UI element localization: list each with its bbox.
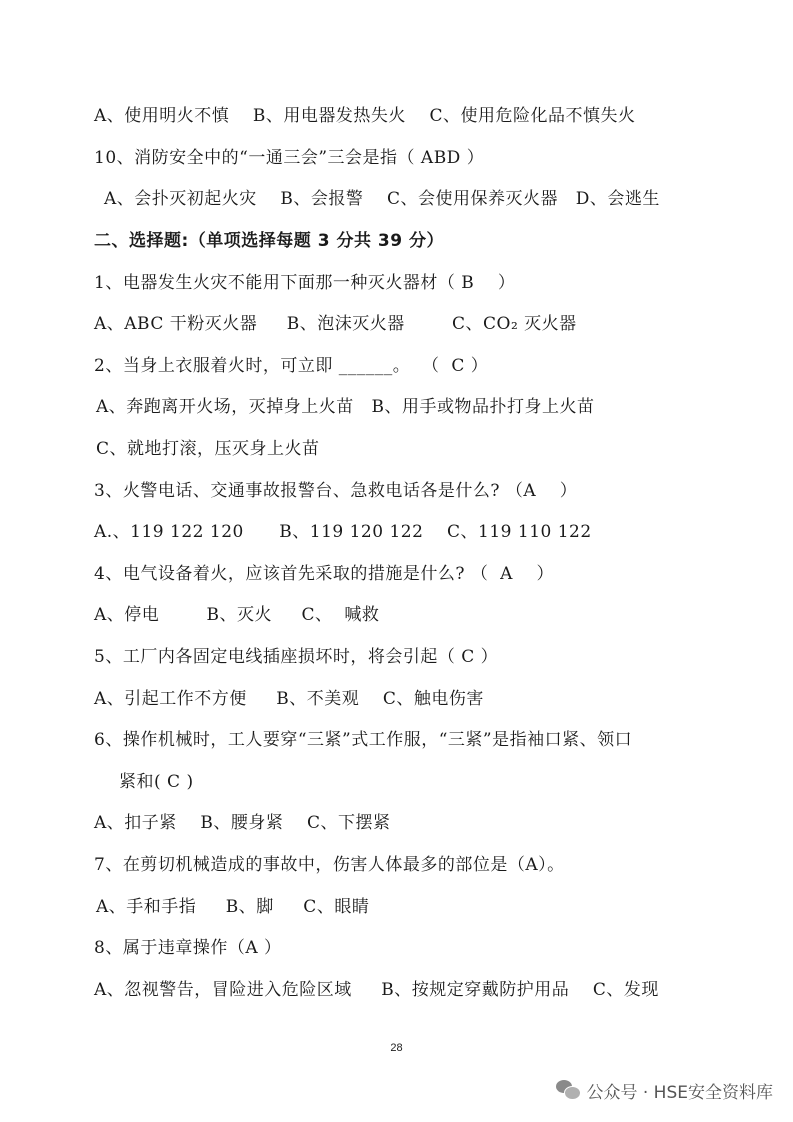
wechat-icon [556, 1080, 580, 1100]
options-line: A、ABC 干粉灭火器 B、泡沫灭火器 C、CO₂ 灭火器 [94, 314, 577, 334]
options-line: C、就地打滚，压灭身上火苗 [96, 439, 320, 459]
section-heading: 二、选择题:（单项选择每题 3 分共 39 分） [94, 231, 444, 251]
options-line: A、会扑灭初起火灾 B、会报警 C、会使用保养灭火器 D、会逃生 [104, 189, 660, 209]
question-line: 6、操作机械时，工人要穿“三紧”式工作服，“三紧”是指袖口紧、领口 [94, 730, 633, 750]
question-line: 2、当身上衣服着火时，可立即 ______。 （ C ） [94, 356, 489, 376]
question-line: 4、电气设备着火，应该首先采取的措施是什么? （ A ） [94, 564, 555, 584]
options-line: A、手和手指 B、脚 C、眼睛 [96, 897, 370, 917]
question-continuation: 紧和( C ) [119, 772, 194, 792]
page-number: 28 [390, 1042, 403, 1054]
options-line: A.、119 122 120 B、119 120 122 C、119 110 122 [94, 522, 592, 542]
question-line: 5、工厂内各固定电线插座损坏时，将会引起（ C ） [94, 647, 499, 667]
question-line: 10、消防安全中的“一通三会”三会是指（ ABD ） [94, 148, 485, 168]
question-line: 7、在剪切机械造成的事故中，伤害人体最多的部位是（A）。 [94, 855, 565, 875]
watermark-text: 公众号 · HSE安全资料库 [586, 1082, 773, 1103]
options-line: A、忽视警告，冒险进入危险区域 B、按规定穿戴防护用品 C、发现 [94, 980, 659, 1000]
text-line: A、使用明火不慎 B、用电器发热失火 C、使用危险化品不慎失火 [94, 106, 636, 126]
options-line: A、引起工作不方便 B、不美观 C、触电伤害 [94, 689, 484, 709]
options-line: A、奔跑离开火场，灭掉身上火苗 B、用手或物品扑打身上火苗 [96, 397, 595, 417]
watermark [556, 1076, 773, 1104]
question-line: 8、属于违章操作（A ） [94, 938, 282, 958]
options-line: A、停电 B、灭火 C、 喊救 [94, 605, 380, 625]
options-line: A、扣子紧 B、腰身紧 C、下摆紧 [94, 813, 391, 833]
question-line: 3、火警电话、交通事故报警台、急救电话各是什么? （A ） [94, 481, 578, 501]
question-line: 1、电器发生火灾不能用下面那一种灭火器材（ B ） [94, 273, 516, 293]
